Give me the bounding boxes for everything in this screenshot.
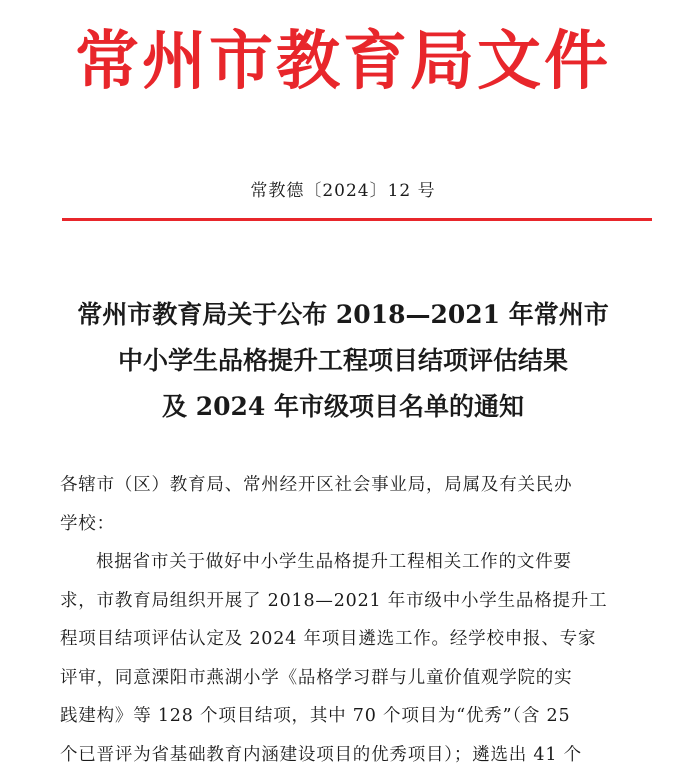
paragraph-line: 求，市教育局组织开展了 2018—2021 年市级中小学生品格提升工 <box>60 590 608 611</box>
paragraph-line: 程项目结项评估认定及 2024 年项目遴选工作。经学校申报、专家 <box>60 629 597 649</box>
red-divider-line <box>62 218 652 221</box>
notice-title-line: 常州市教育局关于公布 2018—2021 年常州市 <box>77 300 609 329</box>
notice-title-line: 及 2024 年市级项目名单的通知 <box>162 392 524 421</box>
paragraph-line: 评审，同意溧阳市燕湖小学《品格学习群与儿童价值观学院的实 <box>60 667 573 688</box>
notice-title <box>0 292 686 430</box>
salutation-line: 学校： <box>60 513 115 534</box>
issuer-banner: 常州市教育局文件 <box>75 24 611 99</box>
paragraph-line: 个已晋评为省基础教育内涵建设项目的优秀项目）；遴选出 41 个 <box>60 744 582 765</box>
paragraph-line: 践建构》等 128 个项目结项，其中 70 个项目为“优秀”（含 25 <box>60 706 571 726</box>
document-number: 常教德〔2024〕12 号 <box>250 181 436 201</box>
salutation-line: 各辖市（区）教育局、常州经开区社会事业局，局属及有关民办 <box>60 475 573 495</box>
notice-title-line: 中小学生品格提升工程项目结项评估结果 <box>117 346 568 375</box>
paragraph-line: 根据省市关于做好中小学生品格提升工程相关工作的文件要 <box>96 552 572 572</box>
notice-body <box>60 466 655 774</box>
